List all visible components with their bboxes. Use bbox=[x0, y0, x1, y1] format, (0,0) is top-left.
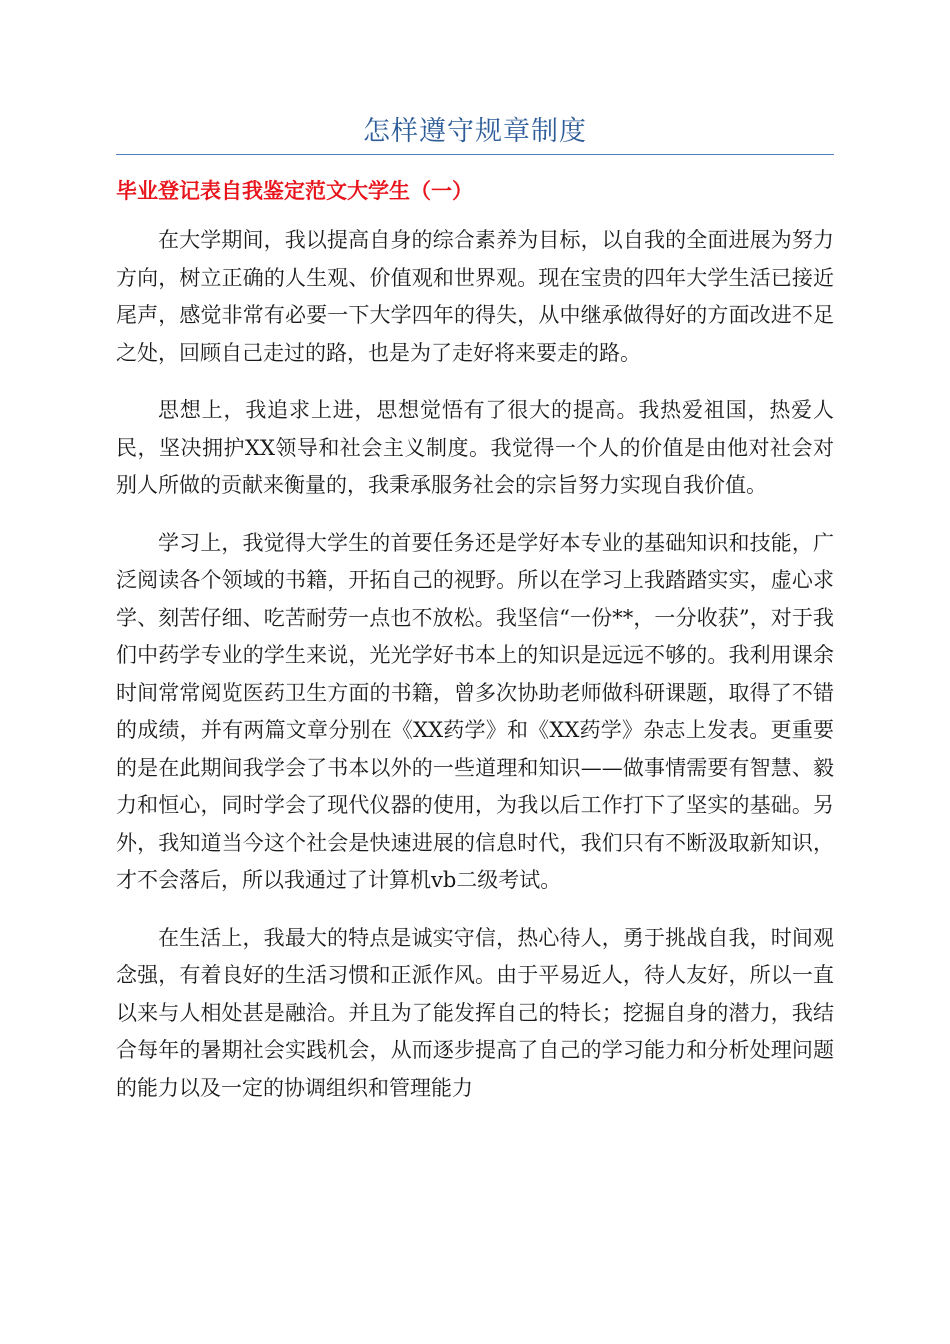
section-heading: 毕业登记表自我鉴定范文大学生（一） bbox=[116, 179, 473, 203]
document-title: 怎样遵守规章制度 bbox=[363, 116, 587, 147]
paragraph-intro: 在大学期间，我以提高自身的综合素养为目标，以自我的全面进展为努力方向，树立正确的人生观、价值观和世界观。现在宝贵的四年大学生活已接近尾声，感觉非常有必要一下大学四年的得失，从中继承做得好的方面改进不足之处，回顾自己走过的路，也是为了走好将来要走的路。 bbox=[116, 228, 834, 365]
paragraph-life: 在生活上，我最大的特点是诚实守信，热心待人，勇于挑战自我，时间观念强，有着良好的生活习惯和正派作风。由于平易近人，待人友好，所以一直以来与人相处甚是融洽。并且为了能发挥自己的特长；挖掘自身的潜力，我结合每年的暑期社会实践机会，从而逐步提高了自己的学习能力和分析处理问题的能力以及一定的协调组织和管理能力 bbox=[116, 925, 834, 1100]
paragraph-ideology: 思想上，我追求上进，思想觉悟有了很大的提高。我热爱祖国，热爱人民，坚决拥护XX领导和社会主义制度。我觉得一个人的价值是由他对社会对别人所做的贡献来衡量的，我秉承服务社会的宗旨努力实现自我价值。 bbox=[116, 398, 834, 497]
title-underline-rule bbox=[116, 154, 834, 155]
paragraph-study: 学习上，我觉得大学生的首要任务还是学好本专业的基础知识和技能，广泛阅读各个领域的书籍，开拓自己的视野。所以在学习上我踏踏实实，虚心求学、刻苦仔细、吃苦耐劳一点也不放松。我坚信“一份**，一分收获”，对于我们中药学专业的学生来说，光光学好书本上的知识是远远不够的。我利用课余时间常常阅览医药卫生方面的书籍，曾多次协助老师做科研课题，取得了不错的成绩，并有两篇文章分别在《XX药学》和《XX药学》杂志上发表。更重要的是在此期间我学会了书本以外的一些道理和知识——做事情需要有智慧、毅力和恒心，同时学会了现代仪器的使用，为我以后工作打下了坚实的基础。另外，我知道当今这个社会是快速进展的信息时代，我们只有不断汲取新知识，才不会落后，所以我通过了计算机vb二级考试。 bbox=[116, 530, 835, 892]
document-body bbox=[116, 222, 834, 1127]
